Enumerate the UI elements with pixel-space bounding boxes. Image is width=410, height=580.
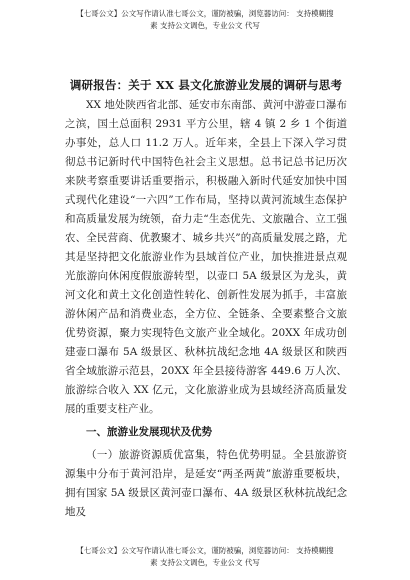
paragraph-resources: （一）旅游资源质优富集，特色优势明显。全县旅游资源集中分布于黄河沿岸，是延安“两圣两黄”旅游重要板块，拥有国家 5A 级景区黄河壶口瀑布、4A 级景区秋林抗战纪念地及 [65,449,347,518]
footer-banner [0,545,410,569]
footer-banner-line-2: 素 支持公文调色，专业公文 代写 [150,558,260,567]
header-banner [0,8,410,32]
header-banner-line-1: 【七哥公文】公文写作请认准七哥公文，谨防被骗，浏览器访问： 支持模糊搜 [76,9,334,18]
footer-banner-line-1: 【七哥公文】公文写作请认准七哥公文，谨防被骗，浏览器访问： 支持模糊搜 [76,546,334,555]
header-banner-line-2: 素 支持公文调色，专业公文 代写 [150,21,260,30]
paragraph-intro: XX 地处陕西省北部、延安市东南部、黄河中游壶口瀑布之滨，国土总面积 2931 平方公里，辖 4 镇 2 乡 1 个街道办事处，总人口 11.2 万人。近年来，全县上下深入学习贯彻总书记新时代中国特色社会主义思想。总书记总书记历次来陕考察重要讲话重要指示，积极融入新时代延安加快中国式现代化建设“一六四”工作布局，坚持以黄河流域生态保护和高质量发展为统领，奋力走“生态优先、文旅融合、立工强农、全民营商、优教聚才、城乡共兴”的高质量发展之路，尤其是坚持把文化旅游业作为县域首位产业，加快推进景点观光旅游向休闲度假旅游转型，以壶口 5A 级景区为龙头，黄河文化和黄土文化创造性转化、创新性发展为抓手，丰富旅游休闲产品和消费业态，全方位、全链条、全要素整合文旅优势资源，聚力实现特色文旅产业全域化。20XX 年成功创建壶口瀑布 5A 级景区、秋林抗战纪念地 4A 级景区和陕西省全域旅游示范县，20XX 年全县接待游客 449.6 万人次、旅游综合收入 XX 亿元，文化旅游业成为县域经济高质量发展的重要支柱产业。 [65,99,347,415]
document-body [65,76,347,522]
document-title: 调研报告：关于 XX 县文化旅游业发展的调研与思考 [69,78,343,92]
section-heading: 一、旅游业发展现状及优势 [86,426,212,438]
